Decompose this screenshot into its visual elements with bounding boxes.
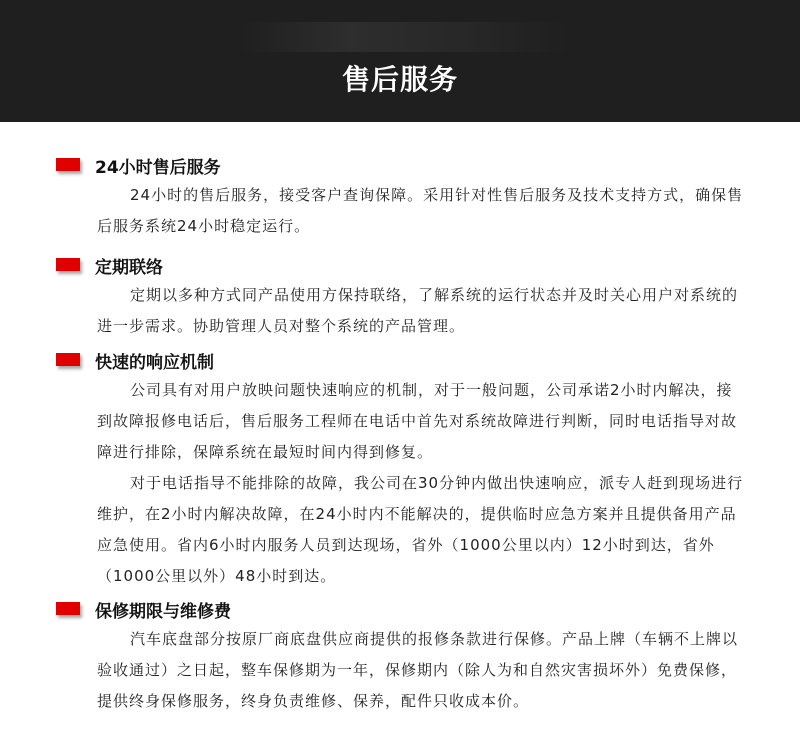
header-banner (0, 0, 800, 122)
section-24h-service (0, 150, 800, 242)
section-heading: 定期联络 (95, 258, 163, 278)
section-paragraph: 汽车底盘部分按原厂商底盘供应商提供的报修条款进行保修。产品上牌（车辆不上牌以验收通过）之日起，整车保修期为一年，保修期内（除人为和自然灾害损坏外）免费保修，提供终身保修服务，终身负责维修、保养，配件只收成本价。 (97, 630, 739, 710)
section-heading: 快速的响应机制 (95, 353, 214, 373)
section-heading: 保修期限与维修费 (95, 602, 231, 622)
content (0, 150, 800, 717)
red-square-bullet-icon (56, 602, 80, 615)
section-regular-contact (0, 250, 800, 342)
section-paragraph: 24小时的售后服务，接受客户查询保障。采用针对性售后服务及技术支持方式，确保售后服务系统24小时稳定运行。 (97, 186, 744, 235)
red-square-bullet-icon (56, 158, 80, 171)
section-paragraph: 对于电话指导不能排除的故障，我公司在30分钟内做出快速响应，派专人赶到现场进行维护，在2小时内解决故障，在24小时内不能解决的，提供临时应急方案并且提供备用产品应急使用。省内6小时内服务人员到达现场，省外（1000公里以内）12小时到达，省外（1000公里以外）48小时到达。 (97, 474, 744, 585)
section-heading: 24小时售后服务 (95, 158, 221, 178)
header-watermark (240, 22, 570, 52)
section-paragraph: 定期以多种方式同产品使用方保持联络，了解系统的运行状态并及时关心用户对系统的进一步需求。协助管理人员对整个系统的产品管理。 (97, 286, 739, 335)
section-paragraph: 公司具有对用户放映问题快速响应的机制，对于一般问题，公司承诺2小时内解决，接到故障报修电话后，售后服务工程师在电话中首先对系统故障进行判断，同时电话指导对故障进行排除，保障系统在最短时间内得到修复。 (97, 381, 738, 461)
section-fast-response (0, 345, 800, 592)
page-title: 售后服务 (341, 63, 458, 96)
red-square-bullet-icon (56, 353, 80, 366)
section-warranty (0, 594, 800, 717)
red-square-bullet-icon (56, 258, 80, 271)
